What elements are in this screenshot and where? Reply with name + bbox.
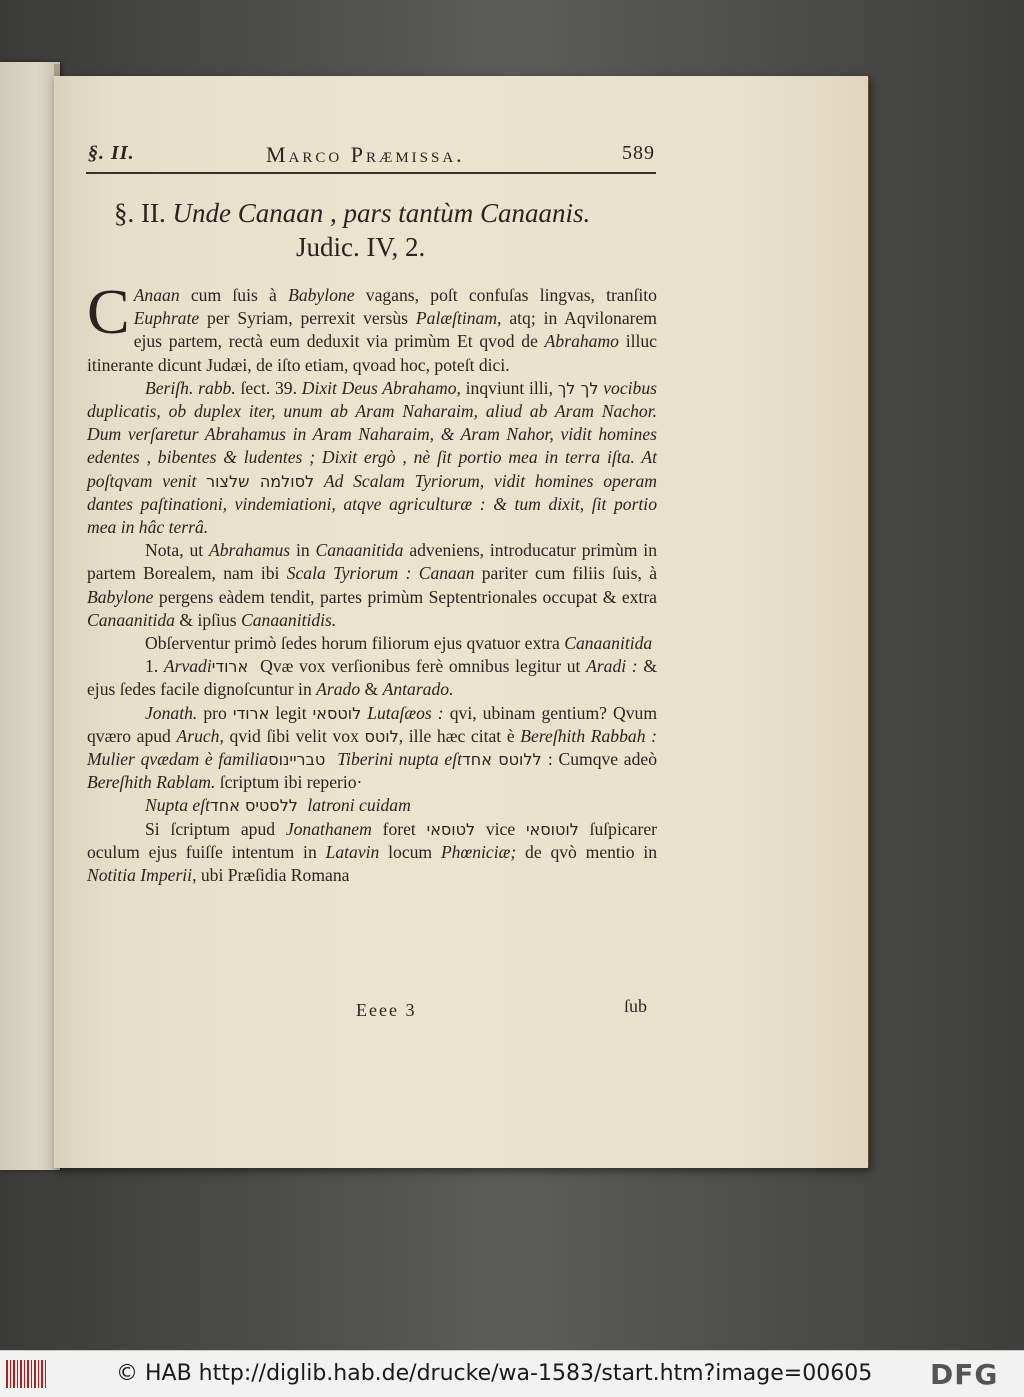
text-run: vice [475,818,526,839]
hebrew-text: לסולמה שלצור [206,471,315,491]
text-run: , ubi Præſidia Romana [192,865,350,886]
text-run: de qvò mentio in [516,841,658,862]
paragraph-6 [87,702,657,795]
italic-text: Beriſh. rabb. [145,377,236,398]
paragraph-4 [87,632,657,655]
italic-text: Jonath. [145,702,198,723]
text-run: ſuſpicarer oculum ejus fuiſſe intentum in [87,818,657,862]
italic-text: Antarado. [382,679,454,700]
italic-text: Arvadi [163,656,212,677]
text-run: , atq; in Aqvilonarem ejus partem, rectà eum deduxit via primùm Et qvod de [133,308,657,352]
italic-text: Nupta eſt [145,795,210,816]
text-run: locum [379,841,441,862]
italic-text: Babylone [288,285,355,305]
italic-text: Jonathanem [285,818,372,839]
text-run: ſect. 39. [235,377,302,398]
barcode-icon [6,1360,46,1388]
hebrew-text: לטוסאי [426,819,476,839]
text-run: : Cumqve adeò [547,749,657,770]
text-run: , ille hæc citat è [398,725,521,746]
text-run: qvi, ubinam gentium? Qvum qværo apud [87,702,658,746]
hebrew-text: ארודי [232,703,270,723]
text-run: & ipſius [174,609,241,630]
header-rule [86,172,656,174]
italic-text: Scala Tyriorum : Canaan [286,563,475,584]
text-run: pariter cum filiis ſuis, à [474,563,658,584]
italic-text: latroni cuidam [302,795,411,816]
text-run: legit [269,702,313,723]
text-run: Nota, ut [145,540,209,561]
signature-mark: Eeee 3 [356,1000,417,1020]
italic-text: Abrahamus [208,540,291,561]
text-run: illuc itinerante dicunt Judæi, de iſto etiam, qvoad hoc, poteſt dici. [87,331,657,375]
italic-text: Ad Scalam Tyriorum, vidit homines operam dantes paſtinationi, vindemiationi, atqve agriculturæ : & tum dixit, ſit portio mea in hâc terrâ. [87,470,658,538]
italic-text: Dixit Deus Abrahamo, [301,377,461,398]
italic-text: Palæſtinam [415,308,498,329]
drop-cap: C [87,276,130,347]
viewer-footer [0,1350,1024,1397]
section-reference: Judic. IV, 2. [296,232,426,262]
running-title: Marco Præmissa. [266,142,465,167]
hebrew-text: לוטס [364,726,399,746]
text-run: Qvæ vox verſionibus ferè omnibus legitur ut [254,656,587,677]
italic-text: vocibus duplicatis, ob duplex iter, unum ab Aram Naharaim, aliud ab Aram Nachor. Dum verſaretur Abrahamus in Aram Naharaim, & Aram Nahor, vidit homines edentes , bibentes & ludentes ; Dixit ergò , nè ſit portio mea in terra iſta. At poſtqvam venit [87,377,657,491]
catchword: ſub [624,996,648,1016]
italic-text: Aruch [176,725,220,746]
text-run: inqviunt illi, [460,377,558,398]
italic-text: Lutaſæos : [367,702,444,723]
hebrew-text: ארודי [211,657,255,677]
italic-text: Aradi : [586,656,638,677]
text-run: foret [371,818,427,839]
body-text [87,276,658,887]
page-number: 589 [622,142,655,164]
italic-text: Anaan [133,285,180,305]
italic-text: Bereſhith Rablam. [87,772,216,793]
dfg-logo: DFG [930,1358,999,1391]
hebrew-text: טבריינוס [268,750,332,770]
text-run: pergens eàdem tendit, partes primùm Septentrionales occupat & extra [153,586,657,607]
italic-text: Arado [316,679,361,700]
text-run: per Syriam, perrexit versùs [199,308,416,329]
italic-text: Canaanitida [315,540,404,561]
paragraph-5 [87,655,657,701]
title-text: Unde Canaan , pars tantùm Canaanis. [172,198,591,228]
hebrew-text: לוטוסאי [525,819,579,839]
text-run: & ejus ſedes facile dignoſcuntur in [87,656,658,700]
copyright-link[interactable]: © HAB http://diglib.hab.de/drucke/wa-1583/start.htm?image=00605 [116,1361,873,1386]
italic-text: Tiberini nupta eſt [331,749,462,770]
section-title [114,198,590,229]
paragraph-8 [87,818,657,888]
previous-page-edge [0,62,60,1170]
title-section-mark: §. II. [114,198,166,228]
italic-text: Euphrate [133,308,200,329]
paragraph-2 [87,377,657,539]
italic-text: Notitia Imperii [87,865,193,886]
text-run: cum ſuis à [179,285,289,305]
italic-text: Canaanitida [564,633,653,654]
text-run: Obſerventur primò ſedes horum filiorum ejus qvatuor extra [145,633,565,654]
text-run: pro [197,702,233,723]
italic-text: Latavin [325,841,380,862]
hebrew-text: לך לך [557,378,599,398]
text-run: ſcriptum ibi reperio· [215,772,363,793]
text-run: adveniens, introducatur primùm in partem Borealem, nam ibi [87,540,657,584]
hebrew-text: לוטסאי [312,703,362,723]
text-run: & [360,679,383,700]
text-run: in [290,540,316,561]
text-run: 1. [145,656,164,677]
text-run: Si ſcriptum apud [145,818,286,839]
italic-text: Abrahamo [544,331,619,352]
paragraph-7 [87,794,657,817]
italic-text: Phœniciæ; [440,841,517,862]
italic-text: Babylone [87,586,154,607]
paragraph-1 [87,276,657,377]
hebrew-text: ללסטיס אחד [210,796,303,816]
paragraph-3 [87,539,657,632]
hebrew-text: ללוטס אחד [462,750,548,770]
book-page [54,76,868,1168]
italic-text: Bereſhith Rabbah : Mulier qvædam è familia [87,725,657,770]
header-section-mark: §. II. [88,142,135,164]
italic-text: Canaanitida [87,609,175,630]
italic-text: Canaanitidis. [240,609,337,630]
text-run: vagans, poſt confuſas lingvas, tranſito [354,285,657,305]
text-run: , qvid ſibi velit vox [219,725,365,746]
